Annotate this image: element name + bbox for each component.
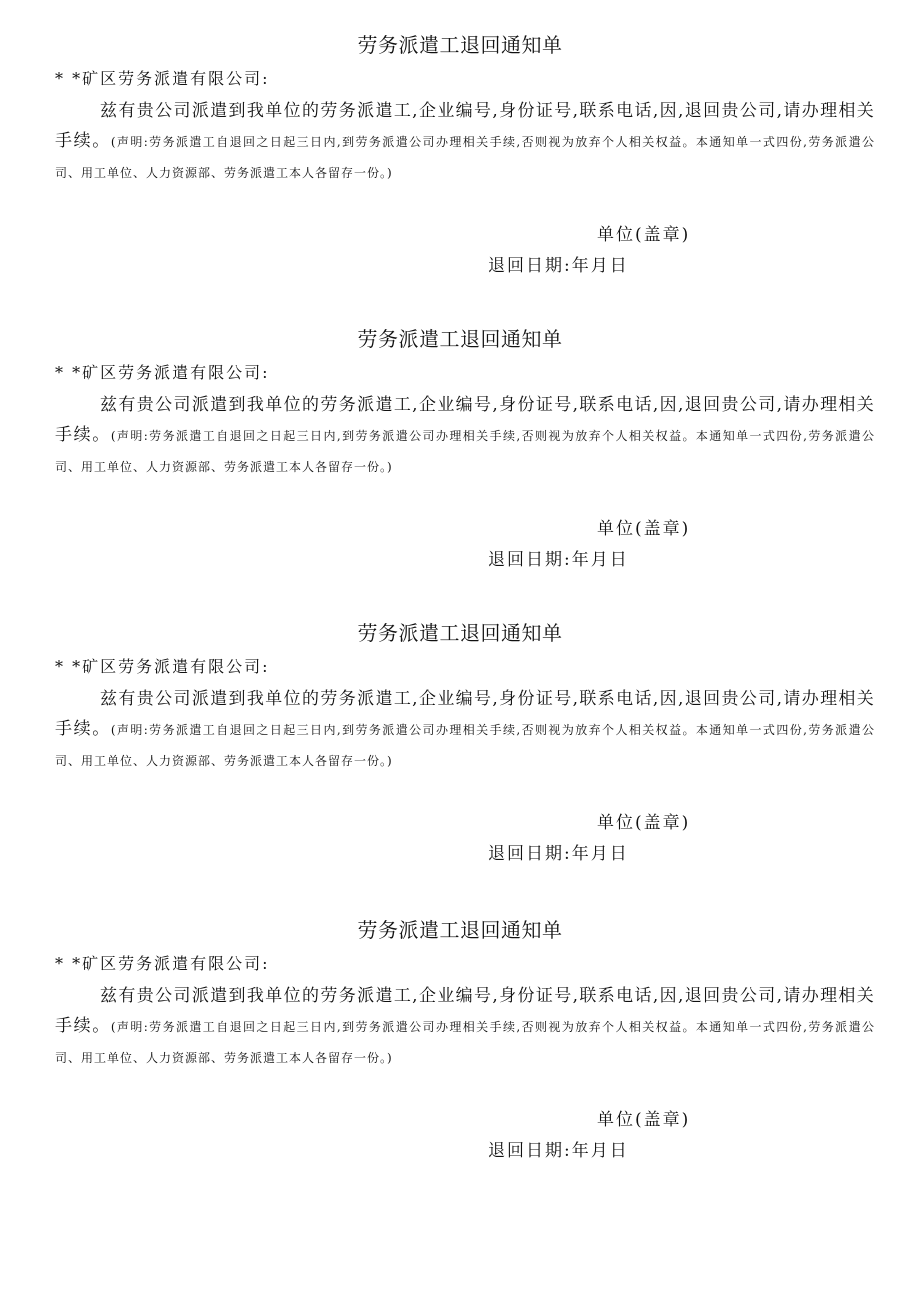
notice-body [55, 96, 875, 188]
notice-body [55, 981, 875, 1073]
declaration-note: (声明:劳务派遣工自退回之日起三日内,到劳务派遣公司办理相关手续,否则视为放弃个人相关权益。本通知单一式四份,劳务派遣公司、用工单位、人力资源部、劳务派遣工本人各留存一份。) [55, 1020, 875, 1065]
body-text: 兹有贵公司派遣到我单位的劳务派遣工,企业编号,身份证号,联系电话,因,退回贵公司,请办理相关手续。 [55, 986, 875, 1036]
return-date-line: 退回日期:年月日 [488, 1141, 629, 1161]
notice-title: 劳务派遣工退回通知单 [357, 327, 563, 351]
notice-body [55, 684, 875, 776]
return-date-line: 退回日期:年月日 [488, 256, 629, 276]
seal-line: 单位(盖章) [597, 1110, 691, 1130]
declaration-note: (声明:劳务派遣工自退回之日起三日内,到劳务派遣公司办理相关手续,否则视为放弃个人相关权益。本通知单一式四份,劳务派遣公司、用工单位、人力资源部、劳务派遣工本人各留存一份。) [55, 429, 875, 474]
addressee: * *矿区劳务派遣有限公司: [55, 69, 270, 88]
addressee: * *矿区劳务派遣有限公司: [55, 363, 270, 382]
addressee: * *矿区劳务派遣有限公司: [55, 954, 270, 973]
seal-line: 单位(盖章) [597, 519, 691, 539]
notice-3 [0, 588, 920, 882]
return-date-line: 退回日期:年月日 [488, 550, 629, 570]
return-date-line: 退回日期:年月日 [488, 844, 629, 864]
body-text: 兹有贵公司派遣到我单位的劳务派遣工,企业编号,身份证号,联系电话,因,退回贵公司,请办理相关手续。 [55, 395, 875, 445]
notice-2 [0, 294, 920, 588]
notice-4 [0, 885, 920, 1179]
notice-1 [0, 0, 920, 294]
notice-title: 劳务派遣工退回通知单 [357, 621, 563, 645]
notice-body [55, 390, 875, 482]
declaration-note: (声明:劳务派遣工自退回之日起三日内,到劳务派遣公司办理相关手续,否则视为放弃个人相关权益。本通知单一式四份,劳务派遣公司、用工单位、人力资源部、劳务派遣工本人各留存一份。) [55, 723, 875, 768]
notice-title: 劳务派遣工退回通知单 [357, 33, 563, 57]
body-text: 兹有贵公司派遣到我单位的劳务派遣工,企业编号,身份证号,联系电话,因,退回贵公司,请办理相关手续。 [55, 689, 875, 739]
notice-title: 劳务派遣工退回通知单 [357, 918, 563, 942]
seal-line: 单位(盖章) [597, 813, 691, 833]
body-text: 兹有贵公司派遣到我单位的劳务派遣工,企业编号,身份证号,联系电话,因,退回贵公司,请办理相关手续。 [55, 101, 875, 151]
declaration-note: (声明:劳务派遣工自退回之日起三日内,到劳务派遣公司办理相关手续,否则视为放弃个人相关权益。本通知单一式四份,劳务派遣公司、用工单位、人力资源部、劳务派遣工本人各留存一份。) [55, 135, 875, 180]
addressee: * *矿区劳务派遣有限公司: [55, 657, 270, 676]
seal-line: 单位(盖章) [597, 225, 691, 245]
